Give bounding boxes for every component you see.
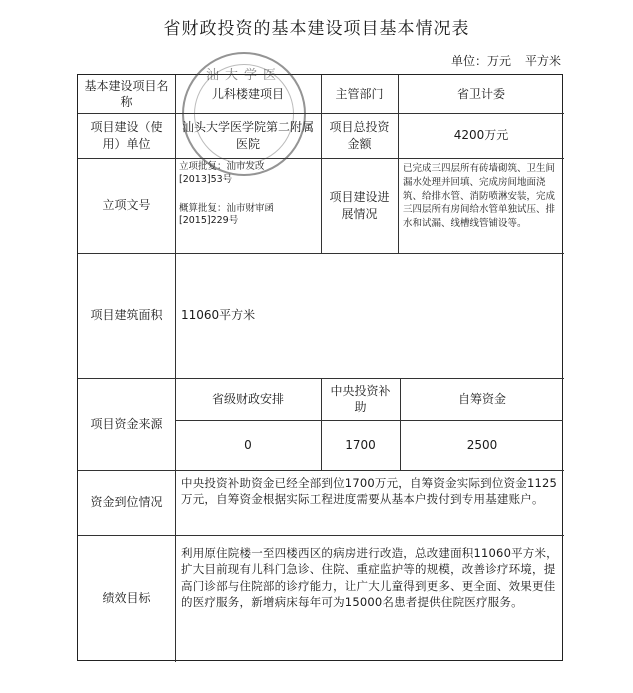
approval-label: 立项文号 [102,198,151,213]
document-title: 省财政投资的基本建设项目基本情况表 [163,19,470,39]
dept-label: 主管部门 [335,86,384,101]
area-label: 项目建筑面积 [90,308,163,323]
budget-line-2: [2015]229号 [179,215,239,227]
project-name-value: 儿科楼建项目 [211,86,284,101]
budget-line-1: 概算批复：汕市财审函 [179,202,275,214]
approval-line-2: [2013]53号 [179,173,233,185]
funding-head-central: 中央投资补助 [330,383,391,414]
funding-head-provincial: 省级财政安排 [211,391,284,406]
unit-money: 单位：万元 [450,54,511,68]
info-table [77,74,563,661]
funds-status-label: 资金到位情况 [90,495,163,510]
project-name-label: 基本建设项目名称 [84,78,169,109]
dept-value: 省卫计委 [456,86,505,101]
funding-val-provincial: 0 [244,437,252,452]
performance-label: 绩效目标 [102,591,151,606]
funding-val-self: 2500 [466,437,498,452]
unit-area: 平方米 [524,54,561,68]
approval-line-1: 立项批复：汕市发改 [179,161,265,172]
funding-val-central: 1700 [345,437,376,452]
funding-label: 项目资金来源 [90,416,163,431]
progress-value: 已完成三四层所有砖墙砌筑、卫生间漏水处理并回填、完成房间地面浇筑、给排水管、消防喷淋安装，完成三四层所有房间给水管单独试压、排水和试漏、线槽线管铺设等。 [403,163,556,230]
seal-text: 汕大学医 [205,68,282,83]
unit-label: 项目建设（使用）单位 [90,120,163,151]
invest-value: 4200万元 [453,128,509,143]
funds-status-value: 中央投资补助资金已经全部到位1700万元，自筹资金实际到位资金1125万元，自筹资金根据实际工程进度需要从基本户拨付到专用基建账户。 [181,476,558,507]
unit-value: 汕头大学医学院第二附属医院 [181,120,314,151]
area-value: 11060平方米 [181,308,256,323]
unit-line [451,52,561,69]
invest-label: 项目总投资金额 [329,120,390,151]
approval-docs [175,158,321,253]
performance-value: 利用原住院楼一至四楼西区的病房进行改造，总改建面积11060平方米，扩大目前现有儿科门急诊、住院、重症监护等的规模，改善诊疗环境，提高门诊部与住院部的诊疗能力，让广大儿童得到更多、更全面、效果更佳的医疗服务，新增病床每年可为15000名患者提供住院医疗服务。 [181,546,558,609]
progress-label: 项目建设进展情况 [329,190,390,221]
funding-head-self: 自筹资金 [457,391,506,406]
